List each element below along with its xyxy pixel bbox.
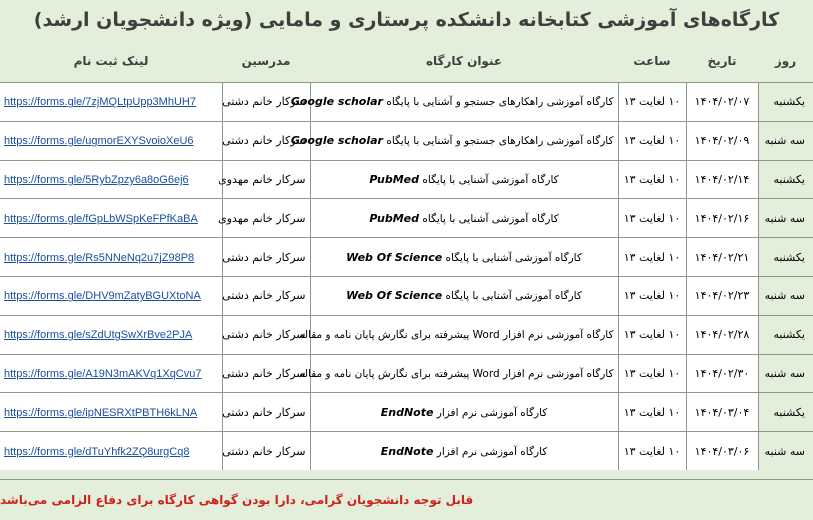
registration-link-cell [0, 432, 222, 470]
registration-link[interactable]: https://forms.gle/fGpLbWSpKeFPfKaBA [4, 212, 198, 225]
date-cell: ۱۴۰۴/۰۳/۰۶ [686, 432, 758, 470]
topic-cell [310, 160, 618, 199]
teacher-cell: سرکار خانم دشتی [222, 83, 310, 122]
topic-database: PubMed [369, 211, 419, 225]
header-date: تاریخ [686, 40, 758, 83]
registration-link[interactable]: https://forms.gle/ugmorEXYSvoioXeU6 [4, 135, 194, 148]
topic-text: کارگاه آموزشی نرم افزار Word پیشرفته برای نگارش پایان نامه و مقاله [299, 367, 614, 380]
teacher-cell: سرکار خانم دشتی [222, 393, 310, 432]
footer-note [0, 479, 813, 520]
table-row [0, 354, 813, 393]
day-cell: یکشنبه [758, 160, 813, 199]
topic-text: کارگاه آموزشی نرم افزار [436, 406, 548, 419]
teacher-cell: سرکار خانم دشتی [222, 276, 310, 315]
registration-link[interactable]: https://forms.gle/ipNESRXtPBTH6kLNA [4, 406, 198, 419]
teacher-cell: سرکار خانم دشتی [222, 121, 310, 160]
day-cell: سه شنبه [758, 121, 813, 160]
registration-link[interactable]: https://forms.gle/Rs5NNeNq2u7jZ98P8 [4, 251, 195, 264]
registration-link-cell [0, 276, 222, 315]
registration-link-cell [0, 393, 222, 432]
teacher-cell: سرکار خانم دشتی [222, 315, 310, 354]
registration-link[interactable]: https://forms.gle/dTuYhfk2ZQ8urgCq8 [4, 445, 190, 458]
topic-cell [310, 432, 618, 470]
time-cell: ۱۰ لغایت ۱۳ [618, 315, 686, 354]
date-cell: ۱۴۰۴/۰۲/۲۸ [686, 315, 758, 354]
workshop-table [0, 40, 813, 470]
topic-text: کارگاه آموزشی راهکارهای جستجو و آشنایی با پایگاه [386, 135, 614, 148]
day-cell: سه شنبه [758, 432, 813, 470]
time-cell: ۱۰ لغایت ۱۳ [618, 83, 686, 122]
table-row [0, 315, 813, 354]
date-cell: ۱۴۰۴/۰۲/۳۰ [686, 354, 758, 393]
teacher-cell: سرکار خانم دشتی [222, 354, 310, 393]
topic-text: کارگاه آموزشی آشنایی با پایگاه [422, 212, 559, 225]
header-topic: عنوان کارگاه [310, 40, 618, 83]
day-cell: سه شنبه [758, 199, 813, 238]
day-cell: یکشنبه [758, 238, 813, 277]
header-time: ساعت [618, 40, 686, 83]
registration-link-cell [0, 83, 222, 122]
day-cell: یکشنبه [758, 83, 813, 122]
table-row [0, 121, 813, 160]
date-cell: ۱۴۰۴/۰۲/۱۶ [686, 199, 758, 238]
topic-text: کارگاه آموزشی راهکارهای جستجو و آشنایی با پایگاه [386, 96, 614, 109]
registration-link-cell [0, 160, 222, 199]
topic-cell [310, 238, 618, 277]
topic-text: کارگاه آموزشی نرم افزار Word پیشرفته برای نگارش پایان نامه و مقاله [299, 329, 614, 342]
date-cell: ۱۴۰۴/۰۳/۰۴ [686, 393, 758, 432]
teacher-cell: سرکار خانم مهدوی [222, 199, 310, 238]
time-cell: ۱۰ لغایت ۱۳ [618, 276, 686, 315]
topic-text: کارگاه آموزشی آشنایی با پایگاه [445, 290, 582, 303]
registration-link-cell [0, 315, 222, 354]
date-cell: ۱۴۰۴/۰۲/۲۱ [686, 238, 758, 277]
date-cell: ۱۴۰۴/۰۲/۰۹ [686, 121, 758, 160]
header-teacher: مدرسین [222, 40, 310, 83]
topic-cell [310, 199, 618, 238]
topic-database: Google scholar [290, 134, 383, 148]
teacher-cell: سرکار خانم دشتی [222, 238, 310, 277]
day-cell: سه شنبه [758, 354, 813, 393]
topic-cell [290, 121, 618, 160]
topic-database: PubMed [369, 172, 419, 186]
date-cell: ۱۴۰۴/۰۲/۱۴ [686, 160, 758, 199]
page-title: کارگاه‌های آموزشی کتابخانه دانشکده پرستاری و مامایی (ویژه دانشجویان ارشد) [0, 0, 813, 40]
topic-text: کارگاه آموزشی آشنایی با پایگاه [422, 173, 559, 186]
topic-cell [299, 315, 618, 354]
registration-link[interactable]: https://forms.gle/DHV9mZatyBGUXtoNA [4, 290, 201, 303]
registration-link[interactable]: https://forms.gle/sZdUtgSwXrBve2PJA [4, 329, 193, 342]
day-cell: سه شنبه [758, 276, 813, 315]
topic-text: کارگاه آموزشی نرم افزار [436, 445, 548, 458]
time-cell: ۱۰ لغایت ۱۳ [618, 354, 686, 393]
time-cell: ۱۰ لغایت ۱۳ [618, 199, 686, 238]
topic-cell [310, 393, 618, 432]
table-header-row [0, 40, 813, 83]
time-cell: ۱۰ لغایت ۱۳ [618, 432, 686, 470]
registration-link[interactable]: https://forms.gle/5RybZpzy6a8oG6ej6 [4, 173, 189, 186]
header-link: لینک ثبت نام [0, 40, 222, 83]
topic-database: Web Of Science [346, 250, 443, 264]
header-day: روز [758, 40, 813, 83]
table-row [0, 83, 813, 122]
topic-database: Web Of Science [346, 289, 443, 303]
table-row [0, 160, 813, 199]
topic-cell [310, 276, 618, 315]
table-row [0, 199, 813, 238]
date-cell: ۱۴۰۴/۰۲/۰۷ [686, 83, 758, 122]
registration-link-cell [0, 199, 222, 238]
day-cell: یکشنبه [758, 315, 813, 354]
registration-link[interactable]: https://forms.gle/7zjMQLtpUpp3MhUH7 [4, 96, 196, 109]
date-cell: ۱۴۰۴/۰۲/۲۳ [686, 276, 758, 315]
table-row [0, 276, 813, 315]
time-cell: ۱۰ لغایت ۱۳ [618, 393, 686, 432]
footer-text: قابل توجه دانشجویان گرامی، دارا بودن گواهی کارگاه برای دفاع الزامی می‌باشد [0, 493, 474, 507]
topic-text: کارگاه آموزشی آشنایی با پایگاه [445, 251, 582, 264]
day-cell: یکشنبه [758, 393, 813, 432]
registration-link-cell [0, 121, 222, 160]
time-cell: ۱۰ لغایت ۱۳ [618, 238, 686, 277]
registration-link-cell [0, 238, 222, 277]
topic-cell [290, 83, 618, 122]
topic-database: Google scholar [290, 95, 383, 109]
table-row [0, 432, 813, 470]
table-row [0, 393, 813, 432]
topic-database: EndNote [380, 444, 434, 458]
registration-link[interactable]: https://forms.gle/A19N3mAKVq1XqCvu7 [4, 367, 202, 380]
table-row [0, 238, 813, 277]
topic-cell [299, 354, 618, 393]
teacher-cell: سرکار خانم دشتی [222, 432, 310, 470]
time-cell: ۱۰ لغایت ۱۳ [618, 121, 686, 160]
registration-link-cell [0, 354, 222, 393]
time-cell: ۱۰ لغایت ۱۳ [618, 160, 686, 199]
topic-database: EndNote [380, 405, 434, 419]
teacher-cell: سرکار خانم مهدوی [222, 160, 310, 199]
